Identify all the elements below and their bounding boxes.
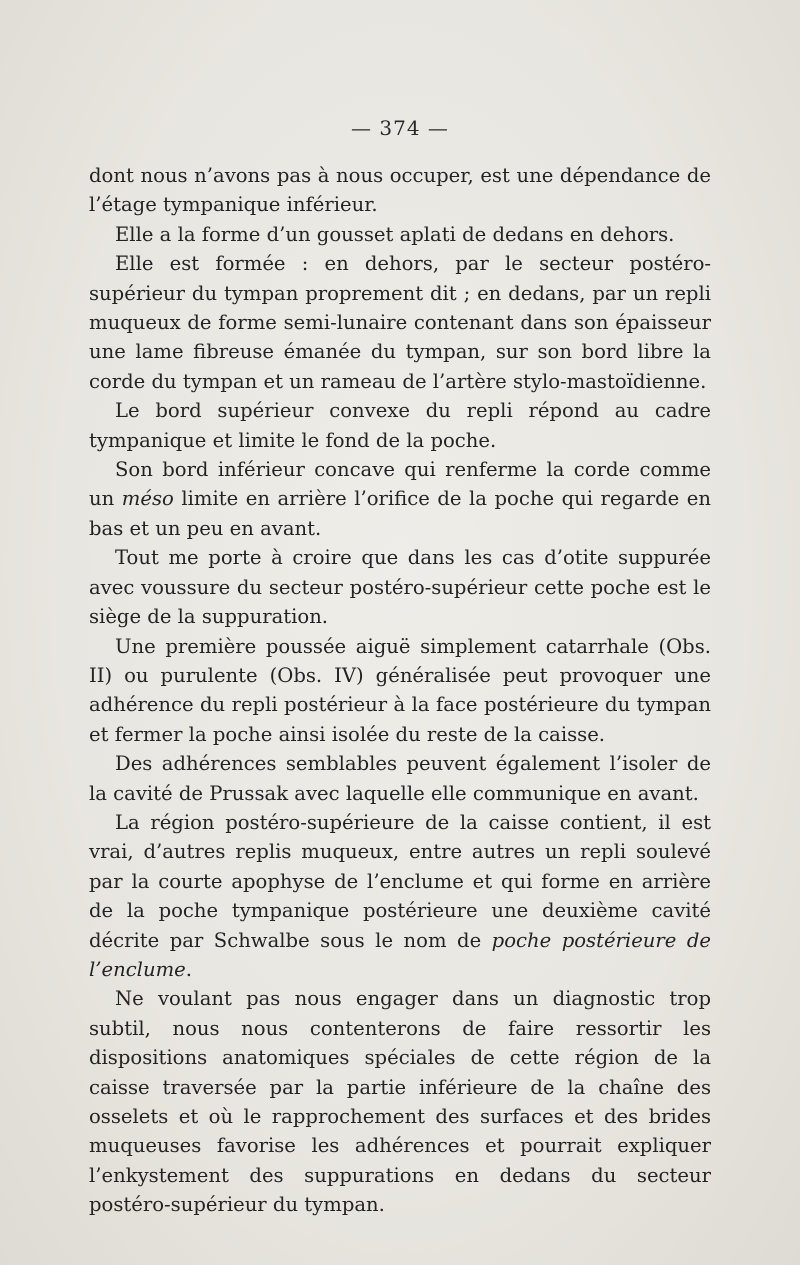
paragraph-text: limite en arrière l’orifice de la poche qui regarde en bas et un peu en avant. xyxy=(89,487,711,540)
paragraph: Le bord supérieur convexe du repli répond au cadre tympanique et limite le fond de la poche. xyxy=(89,399,711,452)
page-number: — 374 — xyxy=(351,116,449,140)
italic-term: méso xyxy=(121,487,174,511)
paragraph: Ne voulant pas nous engager dans un diagnostic trop subtil, nous nous contenterons de faire ressortir les dispositions anatomiques spéciales de cette région de la caisse traversée par la partie inférieure de la chaîne des osselets et où le rapprochement des surfaces et des brides muqueuses favorise les adhérences et pourrait expliquer l’enkystement des suppurations en dedans du secteur postéro-supérieur du tympan. xyxy=(89,987,711,1217)
paragraph: dont nous n’avons pas à nous occuper, est une dépendance de l’étage tympanique inférieur. xyxy=(89,164,711,217)
paragraph: Des adhérences semblables peuvent également l’isoler de la cavité de Prussak avec laquelle elle communique en avant. xyxy=(89,752,711,805)
paragraph: Tout me porte à croire que dans les cas d’otite suppurée avec voussure du secteur postéro-supérieur cette poche est le siège de la suppuration. xyxy=(89,546,711,629)
paragraph xyxy=(89,808,711,984)
paragraph-text: Son bord inférieur concave qui renferme la corde comme un xyxy=(89,458,711,511)
body-text xyxy=(89,161,711,1220)
paragraph: Elle a la forme d’un gousset aplati de dedans en dehors. xyxy=(115,222,675,246)
paragraph-text: La région postéro-supérieure de la caisse contient, il est vrai, d’autres replis muqueux, entre autres un repli soulevé par la courte apophyse de l’enclume et qui forme en arrière de la poche tympanique postérieure une deuxième cavité décrite par Schwalbe sous le nom de xyxy=(89,810,711,952)
paragraph: Elle est formée : en dehors, par le secteur postéro-supérieur du tympan proprement dit ; en dedans, par un repli muqueux de forme semi-lunaire contenant dans son épaisseur une lame fibreuse émanée du tympan, sur son bord libre la corde du tympan et un rameau de l’artère stylo-mastoïdienne. xyxy=(89,252,711,393)
paragraph-text: . xyxy=(185,957,192,981)
italic-term: poche postérieure de l’enclume xyxy=(89,928,711,981)
paragraph: Une première poussée aiguë simplement catarrhale (Obs. II) ou purulente (Obs. IV) généralisée peut provoquer une adhérence du repli postérieur à la face postérieure du tympan et fermer la poche ainsi isolée du reste de la caisse. xyxy=(89,634,711,746)
paragraph xyxy=(89,455,711,543)
